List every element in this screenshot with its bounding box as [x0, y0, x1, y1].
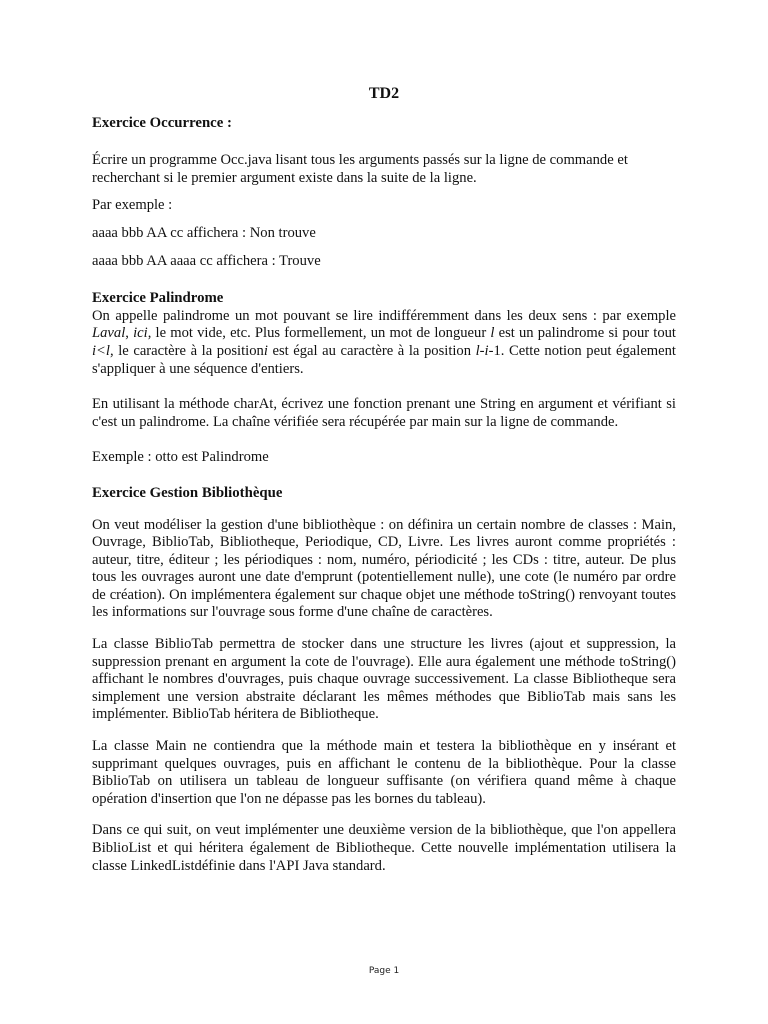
palindrome-text-7: -1. Cette notion peut également s'appliquer à une séquence d'entiers. — [92, 342, 676, 377]
bibliotheque-paragraph-2: La classe BiblioTab permettra de stocker dans une structure les livres (ajout et suppression, la suppression prenant en argument la cote de l'ouvrage). Elle aura également une méthode toString() affichant le nombres d'ouvrages, puis chaque ouvrage successivement. La classe Bibliotheque sera simplement une version abstraite déclarant les mêmes méthodes que BiblioTab mais sans les implémenter. BiblioTab héritera de Bibliotheque. — [92, 636, 676, 723]
palindrome-term-l: l — [490, 325, 495, 342]
palindrome-term-i: i — [263, 342, 268, 359]
palindrome-example: Exemple : otto est Palindrome — [92, 449, 269, 466]
palindrome-text-4: est un palindrome si pour tout — [494, 325, 676, 342]
heading-palindrome: Exercice Palindrome — [92, 290, 224, 307]
heading-occurrence: Exercice Occurrence : — [92, 114, 232, 131]
occurrence-example-1: aaaa bbb AA cc affichera : Non trouve — [92, 224, 316, 241]
palindrome-text-5: , le caractère à la position — [109, 342, 264, 359]
palindrome-term-ici: ici — [133, 325, 148, 342]
palindrome-paragraph-2: En utilisant la méthode charAt, écrivez une fonction prenant une String en argument et vérifiant si c'est un palindrome. La chaîne vérifiée sera récupérée par main sur la ligne de commande. — [92, 396, 676, 430]
page-number: Page 1 — [368, 966, 400, 976]
bibliotheque-paragraph-1: On veut modéliser la gestion d'une bibliothèque : on définira un certain nombre de classes : Main, Ouvrage, BiblioTab, Bibliotheque, Periodique, CD, Livre. Les livres auront comme propriétés : auteur, titre, éditeur ; les périodiques : nom, numéro, périodicité ; les CDs : titre, auteur. De plus tous les ouvrages auront une date d'emprunt (potentiellement nulle), une cote (le numéro par ordre de création). On implémentera également sur chaque objet une méthode toString() renvoyant toutes les informations sur l'ouvrage sous forme d'une chaîne de caractères. — [92, 516, 676, 621]
bibliotheque-paragraph-3: La classe Main ne contiendra que la méthode main et testera la bibliothèque en y insérant et supprimant quelques ouvrages, puis en affichant le contenu de la bibliothèque. Pour la classe BiblioTab on utilisera un tableau de longueur suffisante (on vérifiera quand même à chaque opération d'insertion que l'on ne dépasse pas les bornes du tableau). — [92, 738, 676, 807]
bibliotheque-paragraph-4: Dans ce qui suit, on veut implémenter une deuxième version de la bibliothèque, que l'on appellera BiblioList et qui héritera également de Bibliotheque. Cette nouvelle implémentation utilisera la classe LinkedListdéfinie dans l'API Java standard. — [92, 822, 676, 874]
palindrome-term-l-i: l-i — [475, 342, 489, 359]
occurrence-paragraph-1: Écrire un programme Occ.java lisant tous les arguments passés sur la ligne de commande et recherchant si le premier argument existe dans la suite de la ligne. — [92, 152, 628, 186]
palindrome-paragraph-1 — [92, 308, 676, 378]
palindrome-term-laval: Laval — [92, 325, 126, 342]
occurrence-paragraph-2: Par exemple : — [92, 197, 173, 214]
palindrome-text-2: , — [125, 325, 134, 342]
palindrome-text-3: , le mot vide, etc. Plus formellement, un mot de longueur — [147, 325, 491, 342]
palindrome-text-6: est égal au caractère à la position — [267, 342, 476, 359]
document-title: TD2 — [368, 85, 400, 102]
palindrome-term-i-lt-l: i<l — [92, 342, 110, 359]
palindrome-text-1: On appelle palindrome un mot pouvant se lire indifféremment dans les deux sens : par exemple — [92, 307, 676, 324]
document-body — [92, 85, 676, 875]
heading-bibliotheque: Exercice Gestion Bibliothèque — [92, 484, 283, 501]
occurrence-example-2: aaaa bbb AA aaaa cc affichera : Trouve — [92, 252, 321, 269]
